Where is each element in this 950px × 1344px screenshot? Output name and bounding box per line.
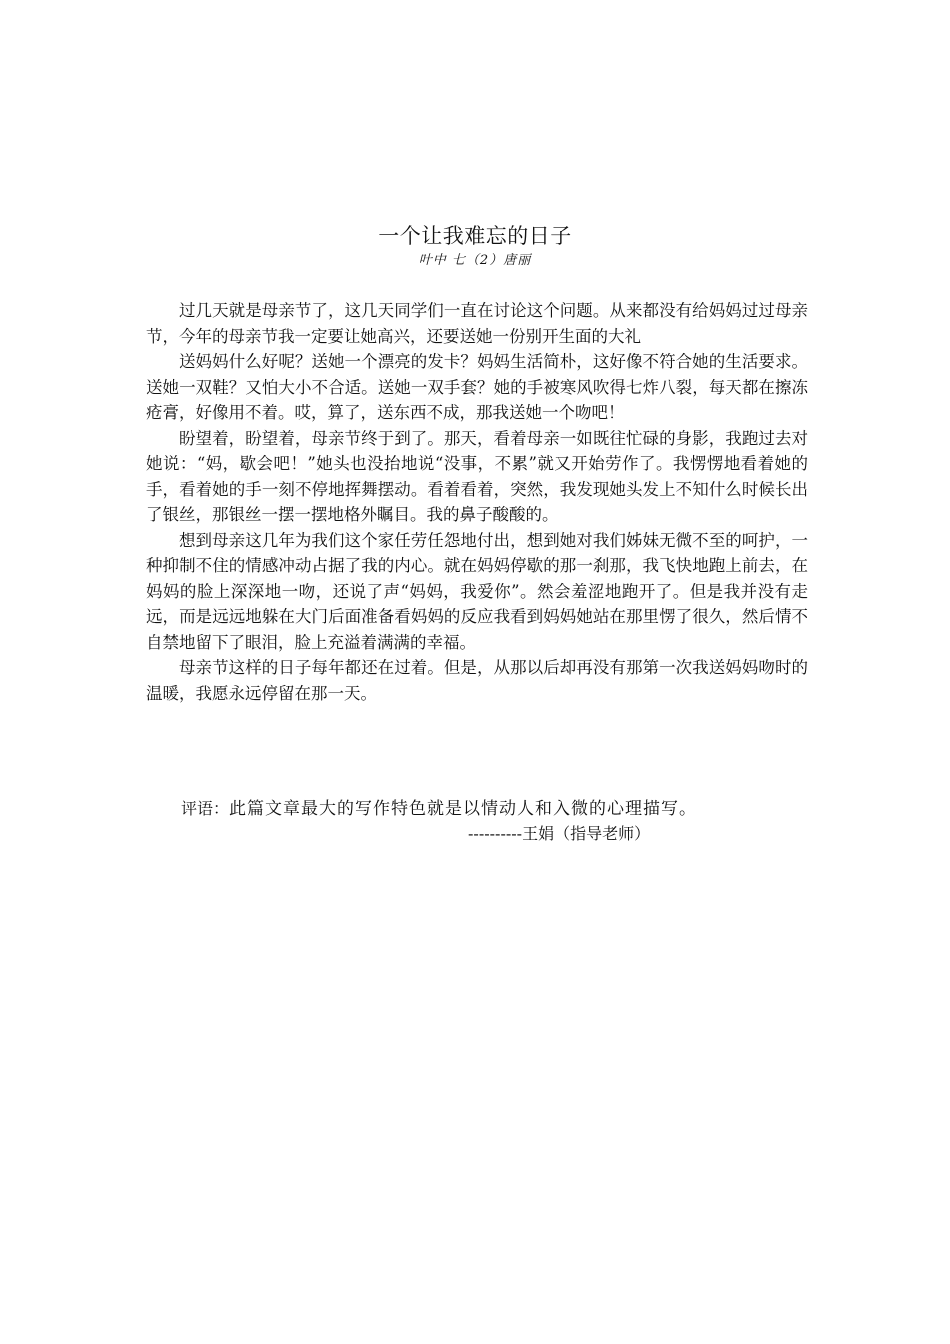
- paragraph: 过几天就是母亲节了，这几天同学们一直在讨论这个问题。从来都没有给妈妈过过母亲节，今年的母亲节我一定要让她高兴，还要送她一份别开生面的大礼: [146, 301, 808, 346]
- comment-label: 评语：: [181, 799, 230, 818]
- paragraph: 送妈妈什么好呢？送她一个漂亮的发卡？妈妈生活简朴，这好像不符合她的生活要求。送她一双鞋？又怕大小不合适。送她一双手套？她的手被寒风吹得七炸八裂，每天都在擦冻疮膏，好像用不着。哎，算了，送东西不成，那我送她一个吻吧！: [146, 352, 808, 422]
- author-byline: 叶中 七（2）唐丽: [418, 253, 532, 268]
- comment-text: 此篇文章最大的写作特色就是以情动人和入微的心理描写。: [229, 799, 698, 819]
- teacher-signature: ----------王娟（指导老师）: [468, 824, 651, 843]
- teacher-comment: [181, 796, 821, 822]
- paragraph: 盼望着，盼望着，母亲节终于到了。那天，看着母亲一如既往忙碌的身影，我跑过去对她说：“妈，歇会吧！”她头也没抬地说“没事，不累”就又开始劳作了。我愣愣地看着她的手，看着她的手一刻不停地挥舞摆动。看着看着，突然，我发现她头发上不知什么时候长出了银丝，那银丝一摆一摆地格外瞩目。我的鼻子酸酸的。: [146, 428, 808, 524]
- essay-body: [146, 298, 808, 706]
- paragraph: 想到母亲这几年为我们这个家任劳任怨地付出，想到她对我们姊妹无微不至的呵护，一种抑制不住的情感冲动占据了我的内心。就在妈妈停歇的那一刹那，我飞快地跑上前去，在妈妈的脸上深深地一吻，还说了声“妈妈，我爱你”。然会羞涩地跑开了。但是我并没有走远，而是远远地躲在大门后面准备看妈妈的反应我看到妈妈她站在那里愣了很久，然后情不自禁地留下了眼泪，脸上充溢着满满的幸福。: [146, 530, 808, 652]
- essay-title: 一个让我难忘的日子: [378, 224, 572, 248]
- paragraph: 母亲节这样的日子每年都还在过着。但是，从那以后却再没有那第一次我送妈妈吻时的温暖，我愿永远停留在那一天。: [146, 658, 808, 703]
